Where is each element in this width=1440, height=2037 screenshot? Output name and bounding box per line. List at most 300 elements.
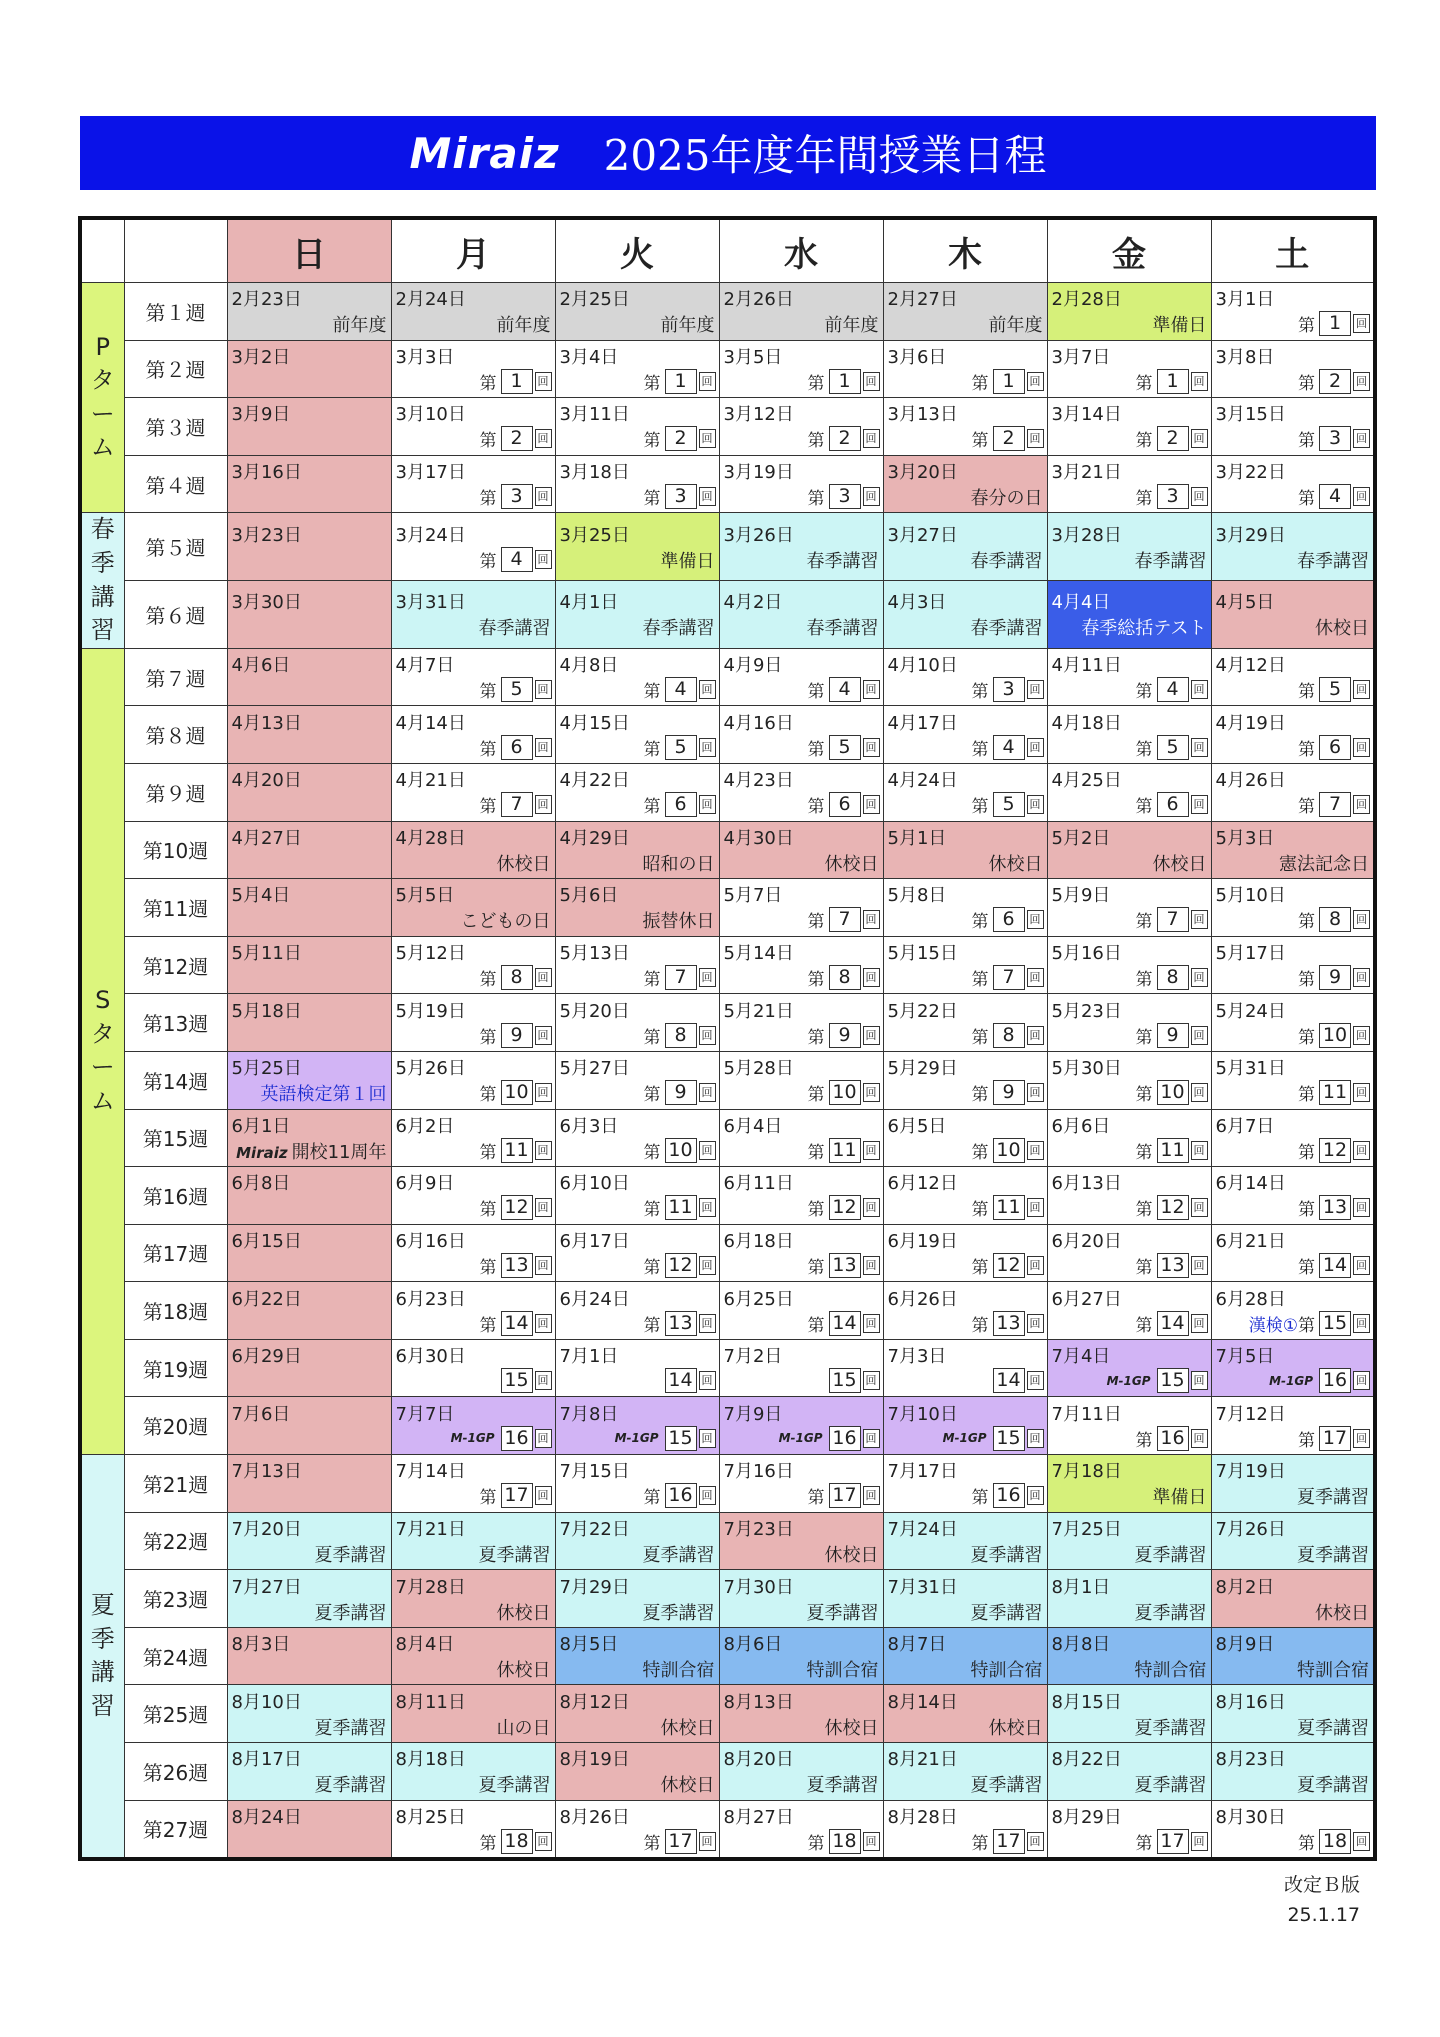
session-count: 15 xyxy=(829,1368,861,1393)
week-row xyxy=(80,706,1375,764)
event-text: 憲法記念日 xyxy=(1279,853,1369,875)
date-label: 6月13日 xyxy=(1051,1173,1122,1195)
day-cell xyxy=(227,1685,391,1743)
session-number xyxy=(808,907,880,932)
session-prefix: 第 xyxy=(643,1027,661,1048)
miraiz-logo: Miraiz xyxy=(409,128,560,178)
date-label: 8月6日 xyxy=(723,1634,783,1656)
session-suffix: 回 xyxy=(699,968,716,987)
session-count: 4 xyxy=(993,735,1025,760)
term-label-char: ム xyxy=(90,1087,115,1115)
term-label-char: 習 xyxy=(90,616,115,645)
session-count: 18 xyxy=(829,1829,861,1854)
schedule-body xyxy=(80,283,1375,1860)
day-cell xyxy=(391,1685,555,1743)
session-prefix: 第 xyxy=(1298,1315,1315,1336)
event-label xyxy=(807,1599,879,1625)
session-prefix: 第 xyxy=(1298,316,1315,337)
day-cell xyxy=(1047,340,1211,398)
session-count: 15 xyxy=(501,1368,533,1393)
event-label xyxy=(1297,1541,1369,1567)
date-label: 7月23日 xyxy=(723,1518,794,1540)
date-label: 8月17日 xyxy=(231,1749,302,1771)
week-label: 第10週 xyxy=(124,821,227,879)
session-number xyxy=(1136,1426,1208,1451)
day-cell xyxy=(555,513,719,581)
date-label: 5月12日 xyxy=(395,943,466,965)
event-label xyxy=(661,311,715,337)
event-label xyxy=(1315,614,1369,640)
date-label: 7月18日 xyxy=(1051,1461,1122,1483)
day-cell xyxy=(227,340,391,398)
date-label: 3月10日 xyxy=(395,404,466,426)
session-prefix: 第 xyxy=(971,797,989,818)
session-count: 11 xyxy=(993,1195,1025,1220)
day-cell xyxy=(391,763,555,821)
session-number xyxy=(972,1483,1044,1508)
event-text: 山の日 xyxy=(496,1717,551,1739)
session-number xyxy=(480,1138,552,1163)
day-cell xyxy=(555,1339,719,1397)
session-suffix: 回 xyxy=(699,1832,716,1851)
day-cell xyxy=(883,283,1047,341)
session-count: 10 xyxy=(1157,1080,1189,1105)
session-count: 5 xyxy=(665,735,697,760)
week-label: 第８週 xyxy=(124,706,227,764)
day-cell xyxy=(391,1051,555,1109)
session-count: 17 xyxy=(1319,1426,1351,1451)
date-label: 7月29日 xyxy=(559,1576,630,1598)
date-label: 4月14日 xyxy=(395,712,466,734)
day-cell xyxy=(1047,1800,1211,1859)
session-number xyxy=(644,426,716,451)
session-suffix: 回 xyxy=(535,795,552,814)
date-label: 5月28日 xyxy=(723,1058,794,1080)
session-count: 8 xyxy=(665,1023,697,1048)
session-count: 17 xyxy=(665,1829,697,1854)
session-prefix: 第 xyxy=(971,1257,989,1278)
date-label: 6月18日 xyxy=(723,1230,794,1252)
session-number xyxy=(972,1195,1044,1220)
event-label xyxy=(333,311,387,337)
date-label: 3月19日 xyxy=(723,462,794,484)
session-number xyxy=(972,1253,1044,1278)
event-text: 休校日 xyxy=(660,1775,715,1797)
session-number xyxy=(480,1023,552,1048)
day-cell xyxy=(227,581,391,649)
day-cell xyxy=(1047,1570,1211,1628)
session-count: 1 xyxy=(665,369,697,394)
event-text: 夏季講習 xyxy=(642,1544,715,1566)
session-suffix: 回 xyxy=(1191,1314,1208,1333)
date-label: 4月21日 xyxy=(395,770,466,792)
week-label: 第９週 xyxy=(124,763,227,821)
date-label: 7月8日 xyxy=(559,1403,619,1425)
term-label-char: タ xyxy=(90,366,115,395)
session-prefix: 第 xyxy=(479,1085,497,1106)
session-prefix: 第 xyxy=(479,431,497,452)
session-number xyxy=(480,369,552,394)
date-label: 6月14日 xyxy=(1215,1173,1286,1195)
date-label: 3月11日 xyxy=(559,404,630,426)
day-cell xyxy=(555,879,719,937)
session-suffix: 回 xyxy=(1027,738,1044,757)
date-label: 7月7日 xyxy=(395,1403,455,1425)
session-prefix: 第 xyxy=(479,551,497,572)
day-cell xyxy=(555,1512,719,1570)
session-prefix: 第 xyxy=(1298,373,1315,394)
term-label-char: タ xyxy=(90,1019,115,1048)
event-label xyxy=(1153,850,1207,876)
session-number xyxy=(644,1483,716,1508)
event-text: 特訓合宿 xyxy=(806,1660,879,1682)
session-number xyxy=(808,1138,880,1163)
date-label: 2月25日 xyxy=(559,289,630,311)
session-count: 12 xyxy=(993,1253,1025,1278)
day-cell xyxy=(555,283,719,341)
event-label xyxy=(989,850,1043,876)
day-cell xyxy=(391,1397,555,1455)
event-label xyxy=(825,1714,879,1740)
date-label: 8月26日 xyxy=(559,1806,630,1828)
session-suffix: 回 xyxy=(1353,487,1370,506)
day-cell xyxy=(227,821,391,879)
session-suffix: 回 xyxy=(1191,910,1208,929)
event-label xyxy=(971,547,1043,573)
day-cell xyxy=(719,936,883,994)
session-suffix: 回 xyxy=(863,1832,880,1851)
day-cell xyxy=(555,1167,719,1225)
day-cell xyxy=(719,1743,883,1801)
term-label-char: 季 xyxy=(90,1624,115,1653)
session-suffix: 回 xyxy=(535,968,552,987)
week-label: 第17週 xyxy=(124,1224,227,1282)
day-cell xyxy=(227,763,391,821)
day-cell xyxy=(719,1224,883,1282)
session-prefix: 第 xyxy=(643,1200,661,1221)
date-label: 4月20日 xyxy=(231,770,302,792)
session-number xyxy=(1298,907,1370,932)
date-label: 2月23日 xyxy=(231,289,302,311)
session-suffix: 回 xyxy=(1027,1486,1044,1505)
session-prefix: 第 xyxy=(807,1142,825,1163)
day-cell xyxy=(883,1282,1047,1340)
session-prefix: 第 xyxy=(479,489,497,510)
session-count: 10 xyxy=(665,1138,697,1163)
day-cell xyxy=(391,398,555,456)
week-row xyxy=(80,1397,1375,1455)
date-label: 4月6日 xyxy=(231,655,291,677)
session-number xyxy=(644,1080,716,1105)
date-label: 8月16日 xyxy=(1215,1691,1286,1713)
term-label-char: 夏 xyxy=(90,1590,115,1619)
session-suffix: 回 xyxy=(1191,487,1208,506)
session-number xyxy=(661,1368,716,1393)
session-number xyxy=(808,677,880,702)
session-prefix: 第 xyxy=(479,739,497,760)
date-label: 5月20日 xyxy=(559,1000,630,1022)
day-cell xyxy=(1047,763,1211,821)
term-label-char: P xyxy=(95,332,110,361)
session-count: 17 xyxy=(1157,1829,1189,1854)
event-label xyxy=(1153,1483,1207,1509)
event-label xyxy=(315,1771,387,1797)
date-label: 6月10日 xyxy=(559,1173,630,1195)
event-text: 休校日 xyxy=(1315,618,1369,640)
session-number xyxy=(644,677,716,702)
day-cell xyxy=(1211,1282,1375,1340)
day-cell xyxy=(227,1800,391,1859)
session-number xyxy=(480,1195,552,1220)
event-text: 夏季講習 xyxy=(478,1775,551,1797)
day-cell xyxy=(1047,398,1211,456)
event-text: 休校日 xyxy=(496,1602,551,1624)
session-prefix: 第 xyxy=(807,912,825,933)
session-number xyxy=(480,735,552,760)
session-count: 13 xyxy=(993,1311,1025,1336)
date-label: 3月12日 xyxy=(723,404,794,426)
session-count: 14 xyxy=(829,1311,861,1336)
day-cell xyxy=(391,1512,555,1570)
date-label: 5月5日 xyxy=(395,885,455,907)
session-number xyxy=(1136,1311,1208,1336)
event-text: 夏季講習 xyxy=(314,1775,387,1797)
session-prefix: 第 xyxy=(971,1027,989,1048)
event-text: 休校日 xyxy=(1315,1602,1369,1624)
day-cell xyxy=(719,581,883,649)
session-number xyxy=(644,1138,716,1163)
week-row xyxy=(80,763,1375,821)
date-label: 7月17日 xyxy=(887,1461,958,1483)
day-cell xyxy=(1047,455,1211,513)
session-suffix: 回 xyxy=(535,1314,552,1333)
session-number xyxy=(1298,484,1370,509)
session-number xyxy=(972,369,1044,394)
event-text: 英語検定第１回 xyxy=(260,1084,387,1106)
event-label xyxy=(1135,1771,1207,1797)
session-suffix: 回 xyxy=(1353,1256,1370,1275)
date-label: 8月28日 xyxy=(887,1806,958,1828)
session-number xyxy=(644,1195,716,1220)
event-label xyxy=(479,614,551,640)
day-cell xyxy=(227,1109,391,1167)
session-prefix: 第 xyxy=(643,1488,661,1509)
event-text: 春季講習 xyxy=(970,550,1043,572)
day-cell xyxy=(391,283,555,341)
session-number xyxy=(1136,907,1208,932)
date-label: 5月2日 xyxy=(1051,827,1111,849)
session-prefix: 第 xyxy=(971,1200,989,1221)
session-count: 13 xyxy=(829,1253,861,1278)
session-count: 2 xyxy=(829,426,861,451)
event-label xyxy=(989,311,1043,337)
date-label: 3月7日 xyxy=(1051,346,1111,368)
term-label-char: 春 xyxy=(90,515,115,544)
session-count: 3 xyxy=(501,484,533,509)
day-cell xyxy=(1211,994,1375,1052)
date-label: 4月5日 xyxy=(1215,592,1275,614)
day-cell xyxy=(555,1800,719,1859)
date-label: 4月30日 xyxy=(723,827,794,849)
day-cell xyxy=(391,1282,555,1340)
event-text: 夏季講習 xyxy=(1297,1717,1369,1739)
day-cell xyxy=(883,936,1047,994)
day-cell xyxy=(227,1167,391,1225)
date-label: 3月17日 xyxy=(395,462,466,484)
schedule-table xyxy=(78,216,1377,1861)
week-label: 第25週 xyxy=(124,1685,227,1743)
day-header: 金 xyxy=(1047,218,1211,283)
date-label: 7月16日 xyxy=(723,1461,794,1483)
date-label: 7月10日 xyxy=(887,1403,958,1425)
session-suffix: 回 xyxy=(1027,1083,1044,1102)
session-prefix: 第 xyxy=(479,1142,497,1163)
day-cell xyxy=(1211,455,1375,513)
day-cell xyxy=(719,1109,883,1167)
session-number xyxy=(808,369,880,394)
date-label: 6月22日 xyxy=(231,1288,302,1310)
day-cell xyxy=(719,994,883,1052)
day-cell xyxy=(1211,821,1375,879)
session-prefix: 第 xyxy=(1135,489,1153,510)
event-text: 休校日 xyxy=(824,853,879,875)
session-prefix: 第 xyxy=(643,1142,661,1163)
event-label xyxy=(497,1599,551,1625)
date-label: 7月31日 xyxy=(887,1576,958,1598)
date-label: 3月18日 xyxy=(559,462,630,484)
day-header: 土 xyxy=(1211,218,1375,283)
session-number xyxy=(1136,1253,1208,1278)
day-cell xyxy=(391,821,555,879)
date-label: 4月24日 xyxy=(887,770,958,792)
day-cell xyxy=(391,1224,555,1282)
day-cell xyxy=(391,1743,555,1801)
week-label: 第13週 xyxy=(124,994,227,1052)
event-label xyxy=(1297,1656,1369,1682)
event-text: 夏季講習 xyxy=(806,1775,879,1797)
session-suffix: 回 xyxy=(1027,429,1044,448)
date-label: 7月15日 xyxy=(559,1461,630,1483)
session-number xyxy=(1298,311,1370,336)
session-suffix: 回 xyxy=(1027,1256,1044,1275)
day-cell xyxy=(883,1570,1047,1628)
day-cell xyxy=(1211,706,1375,764)
date-label: 6月9日 xyxy=(395,1173,455,1195)
session-suffix: 回 xyxy=(535,1429,552,1448)
date-label: 6月6日 xyxy=(1051,1115,1111,1137)
date-label: 6月20日 xyxy=(1051,1230,1122,1252)
session-suffix: 回 xyxy=(1191,1141,1208,1160)
session-prefix: 第 xyxy=(643,1085,661,1106)
date-label: 4月7日 xyxy=(395,655,455,677)
date-label: 6月12日 xyxy=(887,1173,958,1195)
event-label xyxy=(461,907,551,933)
session-suffix: 回 xyxy=(1353,1429,1370,1448)
date-label: 6月4日 xyxy=(723,1115,783,1137)
session-suffix: 回 xyxy=(1191,1256,1208,1275)
event-label xyxy=(661,547,715,573)
session-suffix: 回 xyxy=(1353,1026,1370,1045)
session-suffix: 回 xyxy=(699,1314,716,1333)
session-suffix: 回 xyxy=(1027,372,1044,391)
date-label: 4月19日 xyxy=(1215,712,1286,734)
week-label: 第15週 xyxy=(124,1109,227,1167)
date-label: 6月16日 xyxy=(395,1230,466,1252)
session-count: 13 xyxy=(1157,1253,1189,1278)
session-count: 10 xyxy=(993,1138,1025,1163)
date-label: 5月17日 xyxy=(1215,943,1286,965)
session-suffix: 回 xyxy=(535,1832,552,1851)
event-text: 前年度 xyxy=(824,315,879,337)
event-label xyxy=(1297,1483,1369,1509)
session-number xyxy=(972,1829,1044,1854)
date-label: 8月10日 xyxy=(231,1691,302,1713)
session-number xyxy=(480,1080,552,1105)
week-row xyxy=(80,1627,1375,1685)
date-label: 5月13日 xyxy=(559,943,630,965)
day-cell xyxy=(883,821,1047,879)
week-row xyxy=(80,1167,1375,1225)
event-text: 夏季講習 xyxy=(806,1602,879,1624)
session-prefix: 第 xyxy=(1135,1430,1153,1451)
day-cell xyxy=(1211,1455,1375,1513)
session-suffix: 回 xyxy=(1027,795,1044,814)
session-prefix: 第 xyxy=(1298,489,1315,510)
date-label: 3月14日 xyxy=(1051,404,1122,426)
session-prefix: 第 xyxy=(971,431,989,452)
session-number xyxy=(1107,1368,1208,1393)
session-suffix: 回 xyxy=(1353,795,1370,814)
session-count: 9 xyxy=(665,1080,697,1105)
week-label: 第24週 xyxy=(124,1627,227,1685)
event-text: 前年度 xyxy=(988,315,1043,337)
date-label: 3月3日 xyxy=(395,346,455,368)
session-suffix: 回 xyxy=(699,795,716,814)
event-label xyxy=(643,850,715,876)
session-number xyxy=(1269,1368,1370,1393)
day-cell xyxy=(555,1397,719,1455)
day-cell xyxy=(719,1282,883,1340)
week-label: 第16週 xyxy=(124,1167,227,1225)
week-row xyxy=(80,879,1375,937)
session-number xyxy=(808,1311,880,1336)
date-label: 6月5日 xyxy=(887,1115,947,1137)
week-row xyxy=(80,581,1375,649)
session-prefix: 第 xyxy=(1298,1027,1315,1048)
version-label: 改定Ｂ版 xyxy=(1283,1874,1360,1896)
date-label: 7月30日 xyxy=(723,1576,794,1598)
event-label xyxy=(497,850,551,876)
day-cell xyxy=(227,648,391,706)
session-number xyxy=(644,1311,716,1336)
day-cell xyxy=(1047,1455,1211,1513)
session-suffix: 回 xyxy=(863,910,880,929)
event-text: 休校日 xyxy=(660,1717,715,1739)
event-text: 春季講習 xyxy=(642,618,715,640)
term-label xyxy=(80,1455,124,1860)
week-label: 第27週 xyxy=(124,1800,227,1859)
session-number xyxy=(808,965,880,990)
day-cell xyxy=(883,1051,1047,1109)
session-suffix: 回 xyxy=(535,1141,552,1160)
session-prefix: 第 xyxy=(479,373,497,394)
session-count: 5 xyxy=(829,735,861,760)
corner-cell xyxy=(80,218,124,283)
exam-note: 漢検① xyxy=(1248,1315,1298,1336)
day-cell xyxy=(1047,1109,1211,1167)
session-count: 10 xyxy=(1319,1023,1351,1048)
date-label: 3月23日 xyxy=(231,524,302,546)
